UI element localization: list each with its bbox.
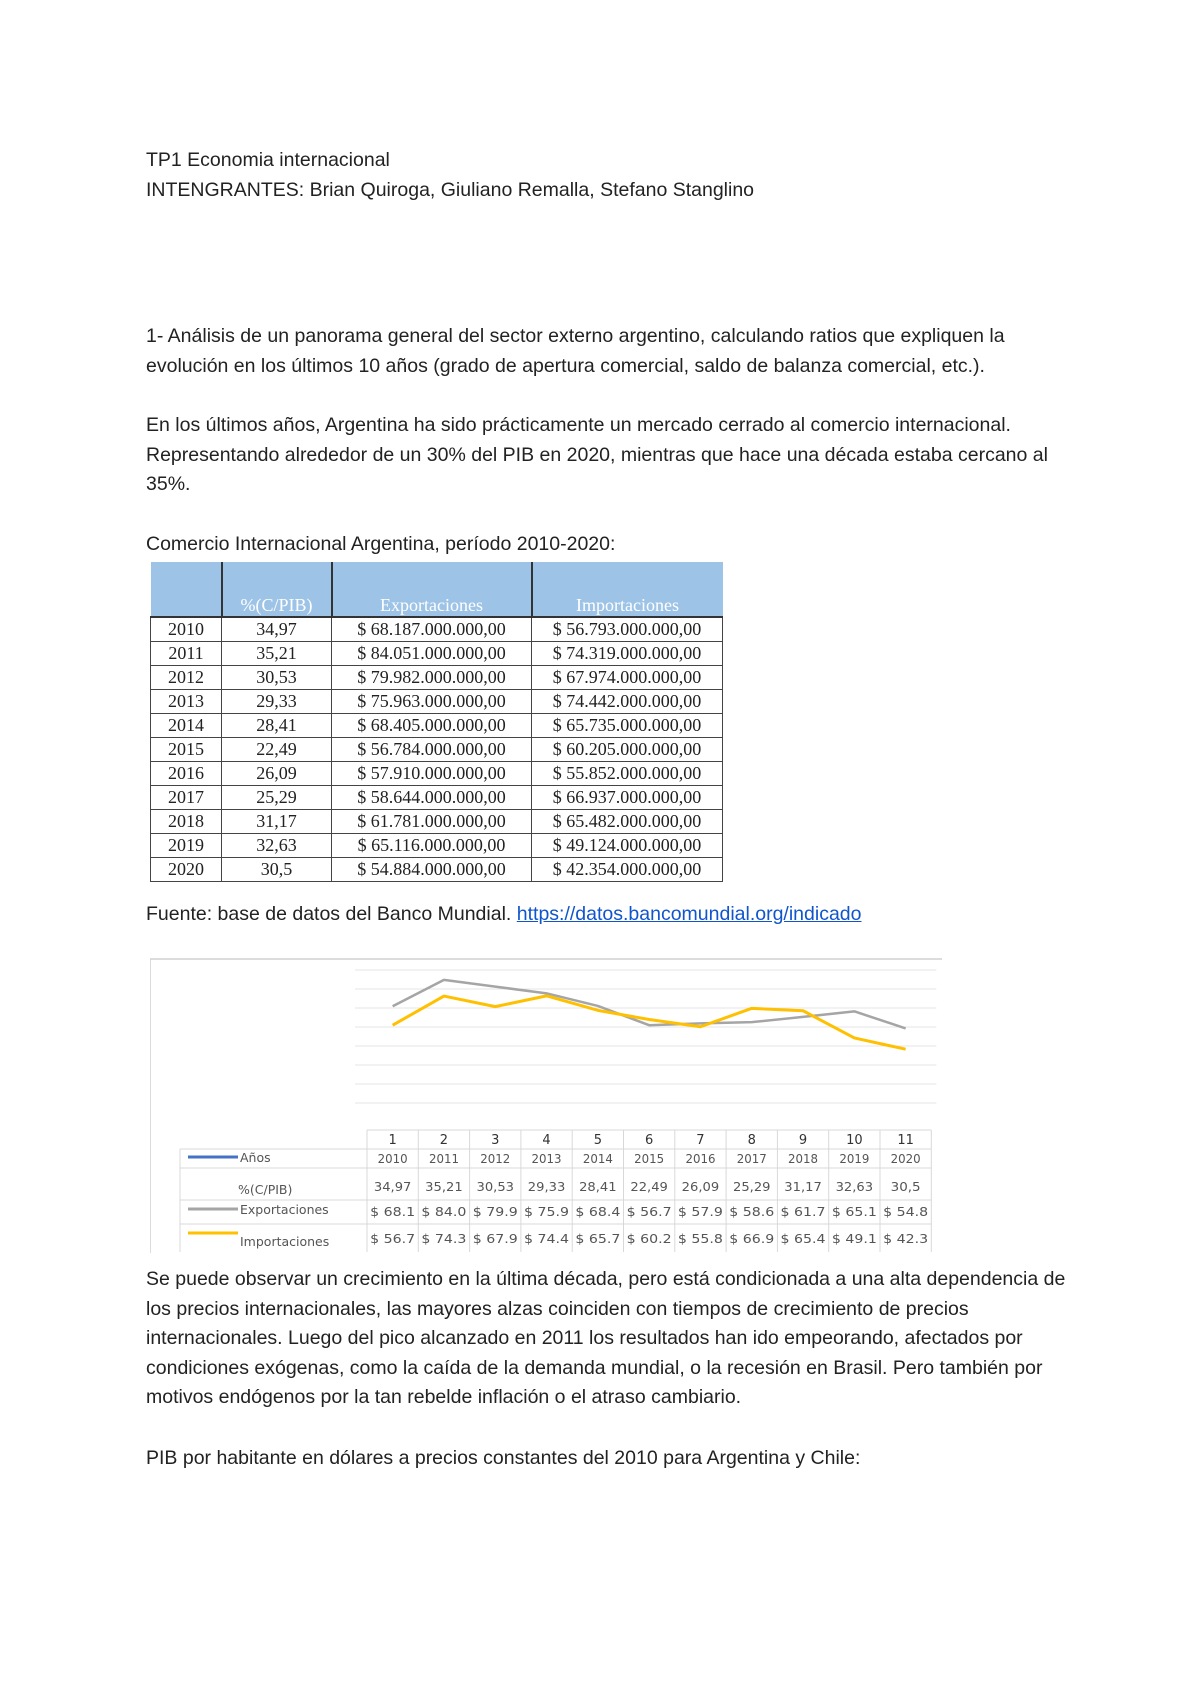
category-label: 10	[846, 1133, 863, 1148]
table-cell-imports: $ 67.974.000.000,00	[532, 666, 723, 690]
table-cell-year: 2019	[151, 834, 222, 858]
data-label: 35,21	[425, 1179, 463, 1194]
table-body	[151, 617, 723, 882]
data-label: $ 84.0	[421, 1204, 467, 1219]
data-label: $ 49.1	[831, 1231, 877, 1246]
trade-chart-svg	[150, 958, 942, 1253]
data-label: 22,49	[630, 1179, 668, 1194]
table-cell-imports: $ 56.793.000.000,00	[532, 617, 723, 642]
table-cell-year: 2011	[151, 642, 222, 666]
table-cell-year: 2020	[151, 858, 222, 882]
data-label: 2014	[582, 1151, 613, 1166]
data-label: $ 57.9	[677, 1204, 723, 1219]
table-cell-year: 2013	[151, 690, 222, 714]
data-label: 34,97	[373, 1179, 412, 1194]
table-cell-year: 2015	[151, 738, 222, 762]
table-row	[151, 810, 723, 834]
table-row	[151, 738, 723, 762]
table-cell-exports: $ 65.116.000.000,00	[332, 834, 532, 858]
table-cell-year: 2014	[151, 714, 222, 738]
category-label: 9	[798, 1133, 808, 1148]
data-label: 2013	[531, 1151, 562, 1166]
data-label: $ 55.8	[677, 1231, 723, 1246]
table-row	[151, 786, 723, 810]
data-label: 30,5	[890, 1179, 921, 1194]
data-label: $ 54.8	[883, 1204, 929, 1219]
series-line-exportaciones	[393, 980, 906, 1028]
category-label: 3	[491, 1133, 500, 1148]
table-header-row	[151, 562, 723, 617]
table-cell-exports: $ 68.405.000.000,00	[332, 714, 532, 738]
data-label: $ 61.7	[780, 1204, 826, 1219]
table-cell-ratio: 35,21	[222, 642, 332, 666]
data-label: 2018	[788, 1151, 819, 1166]
analysis-paragraph: Se puede observar un crecimiento en la última década, pero está condicionada a una alta dependencia de los precios internacionales, las mayores alzas coinciden con tiempos de crecimiento de precios internacionales. Luego del pico alcanzado en 2011 los resultados han ido empeorando, afectados por condiciones exógenas, como la caída de la demanda mundial, o la recesión en Brasil. Pero también por motivos endógenos por la tan rebelde inflación o el atraso cambiario.	[146, 1268, 1066, 1409]
source-link[interactable]: https://datos.bancomundial.org/indicado	[516, 903, 862, 925]
series-line-importaciones	[393, 996, 906, 1049]
data-label: 29,33	[527, 1179, 566, 1194]
table-cell-imports: $ 74.319.000.000,00	[532, 642, 723, 666]
data-label: $ 65.4	[780, 1231, 826, 1246]
table-cell-ratio: 25,29	[222, 786, 332, 810]
trade-table	[150, 562, 723, 882]
source-line	[146, 899, 862, 929]
table-row	[151, 617, 723, 642]
table-cell-imports: $ 65.482.000.000,00	[532, 810, 723, 834]
table-row	[151, 666, 723, 690]
table-cell-exports: $ 58.644.000.000,00	[332, 786, 532, 810]
data-label: 2012	[480, 1151, 511, 1166]
table-cell-exports: $ 61.781.000.000,00	[332, 810, 532, 834]
next-section-title: PIB por habitante en dólares a precios constantes del 2010 para Argentina y Chile:	[146, 1447, 861, 1469]
data-label: 28,41	[579, 1179, 617, 1194]
table-title: Comercio Internacional Argentina, período 2010-2020:	[146, 533, 616, 555]
table-cell-ratio: 31,17	[222, 810, 332, 834]
table-cell-year: 2012	[151, 666, 222, 690]
data-label: $ 68.4	[575, 1204, 621, 1219]
table-cell-imports: $ 60.205.000.000,00	[532, 738, 723, 762]
table-cell-exports: $ 79.982.000.000,00	[332, 666, 532, 690]
table-header-imports: Importaciones	[532, 562, 723, 617]
legend-label: Importaciones	[240, 1234, 330, 1249]
category-label: 4	[542, 1133, 551, 1148]
category-label: 1	[388, 1133, 397, 1148]
trade-chart	[150, 958, 942, 1253]
table-cell-ratio: 22,49	[222, 738, 332, 762]
data-label: 30,53	[476, 1179, 514, 1194]
document-title: TP1 Economia internacional	[146, 149, 390, 171]
table-cell-year: 2010	[151, 617, 222, 642]
table-cell-exports: $ 57.910.000.000,00	[332, 762, 532, 786]
legend-label: %(C/PIB)	[238, 1182, 293, 1197]
category-label: 7	[696, 1133, 705, 1148]
table-cell-ratio: 34,97	[222, 617, 332, 642]
data-label: $ 74.3	[421, 1231, 467, 1246]
category-label: 11	[897, 1133, 914, 1148]
table-row	[151, 714, 723, 738]
data-label: 2010	[377, 1151, 408, 1166]
team-members: INTENGRANTES: Brian Quiroga, Giuliano Remalla, Stefano Stanglino	[146, 179, 755, 201]
table-cell-imports: $ 74.442.000.000,00	[532, 690, 723, 714]
data-label: $ 56.7	[370, 1231, 416, 1246]
data-label: $ 66.9	[729, 1231, 775, 1246]
data-label: $ 42.3	[883, 1231, 929, 1246]
data-label: 2016	[685, 1151, 716, 1166]
table-cell-year: 2017	[151, 786, 222, 810]
table-cell-ratio: 26,09	[222, 762, 332, 786]
data-label: 2019	[839, 1151, 870, 1166]
data-label: $ 68.1	[370, 1204, 416, 1219]
table-cell-exports: $ 84.051.000.000,00	[332, 642, 532, 666]
table-cell-imports: $ 49.124.000.000,00	[532, 834, 723, 858]
table-header-ratio: %(C/PIB)	[222, 562, 332, 617]
data-label: $ 58.6	[729, 1204, 775, 1219]
table-cell-ratio: 30,53	[222, 666, 332, 690]
table-cell-ratio: 32,63	[222, 834, 332, 858]
data-label: 25,29	[733, 1179, 771, 1194]
data-label: $ 67.9	[472, 1231, 518, 1246]
legend-label: Exportaciones	[240, 1202, 329, 1217]
table-cell-ratio: 28,41	[222, 714, 332, 738]
data-label: $ 60.2	[626, 1231, 672, 1246]
table-row	[151, 762, 723, 786]
table-header-year	[151, 562, 222, 617]
table-cell-year: 2016	[151, 762, 222, 786]
data-label: 26,09	[681, 1179, 720, 1194]
table-row	[151, 858, 723, 882]
legend-label: Años	[240, 1150, 271, 1165]
table-cell-exports: $ 56.784.000.000,00	[332, 738, 532, 762]
category-label: 6	[645, 1133, 654, 1148]
data-label: 2020	[890, 1151, 921, 1166]
data-label: 31,17	[784, 1179, 822, 1194]
table-cell-imports: $ 42.354.000.000,00	[532, 858, 723, 882]
table-cell-exports: $ 68.187.000.000,00	[332, 617, 532, 642]
table-cell-imports: $ 55.852.000.000,00	[532, 762, 723, 786]
table-row	[151, 690, 723, 714]
table-cell-exports: $ 54.884.000.000,00	[332, 858, 532, 882]
data-label: $ 75.9	[524, 1204, 570, 1219]
table-row	[151, 642, 723, 666]
answer-1: En los últimos años, Argentina ha sido prácticamente un mercado cerrado al comercio internacional. Representando alrededor de un 30% del PIB en 2020, mientras que hace una década estaba cercano al 35%.	[146, 414, 1048, 496]
source-label: Fuente: base de datos del Banco Mundial.	[146, 903, 512, 925]
data-label: $ 74.4	[524, 1231, 570, 1246]
data-label: 32,63	[835, 1179, 874, 1194]
table-cell-year: 2018	[151, 810, 222, 834]
category-label: 2	[439, 1133, 449, 1148]
table-header-exports: Exportaciones	[332, 562, 532, 617]
data-label: 2011	[428, 1151, 459, 1166]
category-label: 8	[747, 1133, 756, 1148]
table-cell-imports: $ 66.937.000.000,00	[532, 786, 723, 810]
table-cell-imports: $ 65.735.000.000,00	[532, 714, 723, 738]
data-label: 2017	[736, 1151, 767, 1166]
data-label: $ 65.1	[831, 1204, 877, 1219]
data-label: $ 56.7	[626, 1204, 672, 1219]
table-row	[151, 834, 723, 858]
question-1: 1- Análisis de un panorama general del sector externo argentino, calculando ratios que expliquen la evolución en los últimos 10 años (grado de apertura comercial, saldo de balanza comercial, etc.).	[146, 325, 1005, 377]
table-cell-ratio: 30,5	[222, 858, 332, 882]
data-label: 2015	[634, 1151, 665, 1166]
table-cell-exports: $ 75.963.000.000,00	[332, 690, 532, 714]
data-label: $ 79.9	[472, 1204, 518, 1219]
table-cell-ratio: 29,33	[222, 690, 332, 714]
data-label: $ 65.7	[575, 1231, 621, 1246]
category-label: 5	[593, 1133, 602, 1148]
